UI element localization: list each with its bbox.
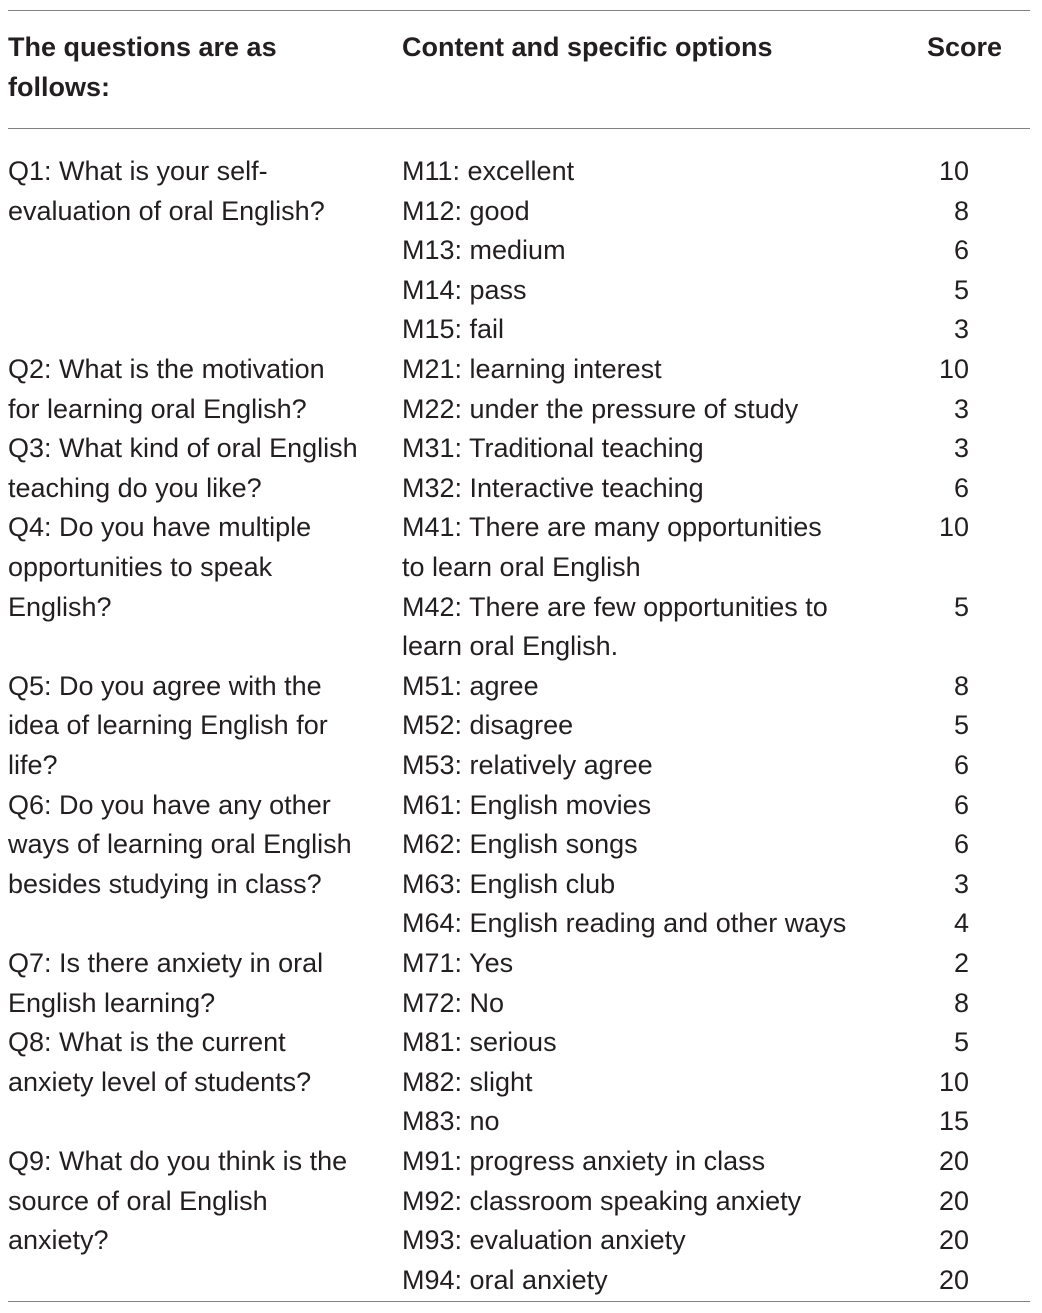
question-q1-line2: evaluation of oral English?: [8, 195, 325, 226]
option-17-line1: M64: English reading and other ways: [402, 908, 847, 939]
score-18: 2: [953, 948, 969, 978]
option-19-line1: M72: No: [402, 987, 505, 1018]
header-questions-line1: The questions are as: [8, 32, 277, 62]
score-26: 20: [938, 1264, 969, 1295]
option-7-line1: M31: Traditional teaching: [402, 433, 704, 464]
question-q6-line3: besides studying in class?: [8, 868, 322, 899]
option-26-line1: M94: oral anxiety: [402, 1264, 608, 1295]
option-12-line1: M52: disagree: [402, 710, 574, 741]
score-12: 5: [953, 710, 969, 741]
score-11: 8: [953, 670, 969, 701]
score-13: 6: [953, 750, 969, 780]
option-16-line1: M63: English club: [402, 868, 616, 899]
option-14-line1: M61: English movies: [402, 789, 652, 820]
score-14: 6: [953, 789, 969, 820]
question-q8-line2: anxiety level of students?: [8, 1066, 312, 1097]
question-q4-line2: opportunities to speak: [8, 552, 273, 582]
option-25-line1: M93: evaluation anxiety: [402, 1225, 686, 1256]
question-q7-line2: English learning?: [8, 987, 216, 1018]
score-15: 6: [953, 829, 969, 860]
option-22-line1: M83: no: [402, 1106, 500, 1137]
score-17: 4: [953, 908, 969, 939]
question-q6-line1: Q6: Do you have any other: [8, 789, 331, 820]
option-8-line1: M32: Interactive teaching: [402, 472, 704, 503]
option-5-line1: M21: learning interest: [402, 354, 662, 384]
option-2-line1: M13: medium: [402, 235, 566, 266]
question-q7-line1: Q7: Is there anxiety in oral: [8, 948, 324, 978]
question-q3-line1: Q3: What kind of oral English: [8, 433, 358, 464]
score-7: 3: [953, 433, 969, 464]
option-6-line1: M22: under the pressure of study: [402, 393, 799, 424]
header-content: Content and specific options: [402, 32, 773, 62]
option-3-line1: M14: pass: [402, 274, 527, 305]
score-20: 5: [953, 1027, 969, 1058]
option-1-line1: M12: good: [402, 195, 530, 226]
score-0: 10: [938, 156, 969, 186]
score-21: 10: [938, 1066, 969, 1097]
option-4-line1: M15: fail: [402, 314, 505, 345]
table-bottom-rule: [8, 1301, 1030, 1302]
score-10: 5: [953, 591, 969, 622]
table-header-rule: [8, 128, 1030, 129]
score-25: 20: [938, 1225, 969, 1256]
score-19: 8: [953, 987, 969, 1018]
option-18-line1: M71: Yes: [402, 948, 514, 978]
score-6: 3: [953, 393, 969, 424]
question-q4-line1: Q4: Do you have multiple: [8, 512, 312, 543]
option-11-line1: M51: agree: [402, 670, 539, 701]
question-q8-line1: Q8: What is the current: [8, 1027, 286, 1058]
question-q5-line2: idea of learning English for: [8, 710, 328, 741]
score-16: 3: [953, 868, 969, 899]
score-9: 10: [938, 512, 969, 543]
option-20-line1: M81: serious: [402, 1027, 557, 1058]
score-2: 6: [953, 235, 969, 266]
score-24: 20: [938, 1185, 969, 1216]
question-q2-line2: for learning oral English?: [8, 393, 307, 424]
score-23: 20: [938, 1146, 969, 1176]
question-q3-line2: teaching do you like?: [8, 472, 262, 503]
score-8: 6: [953, 472, 969, 503]
option-21-line1: M82: slight: [402, 1066, 533, 1097]
question-q5-line1: Q5: Do you agree with the: [8, 670, 322, 701]
option-24-line1: M92: classroom speaking anxiety: [402, 1185, 802, 1216]
question-q6-line2: ways of learning oral English: [8, 829, 352, 860]
question-q9-line3: anxiety?: [8, 1225, 109, 1256]
option-9-line1: M41: There are many opportunities: [402, 512, 822, 543]
option-23-line1: M91: progress anxiety in class: [402, 1146, 766, 1176]
score-3: 5: [953, 274, 969, 305]
header-questions-line2: follows:: [8, 71, 110, 102]
option-0-line1: M11: excellent: [402, 156, 575, 186]
header-score: Score: [926, 32, 1002, 62]
score-4: 3: [953, 314, 969, 345]
option-10-line2: learn oral English.: [402, 631, 619, 662]
score-5: 10: [938, 354, 969, 384]
option-13-line1: M53: relatively agree: [402, 750, 653, 780]
question-q4-line3: English?: [8, 591, 112, 622]
option-10-line1: M42: There are few opportunities to: [402, 591, 828, 622]
question-q1-line1: Q1: What is your self-: [8, 156, 268, 186]
score-1: 8: [953, 195, 969, 226]
question-q2-line1: Q2: What is the motivation: [8, 354, 325, 384]
question-q5-line3: life?: [8, 750, 58, 780]
option-9-line2: to learn oral English: [402, 552, 641, 582]
question-q9-line1: Q9: What do you think is the: [8, 1146, 348, 1176]
option-15-line1: M62: English songs: [402, 829, 638, 860]
question-q9-line2: source of oral English: [8, 1185, 268, 1216]
header-questions: [8, 28, 368, 107]
score-22: 15: [938, 1106, 969, 1137]
table-top-rule: [8, 10, 1030, 11]
